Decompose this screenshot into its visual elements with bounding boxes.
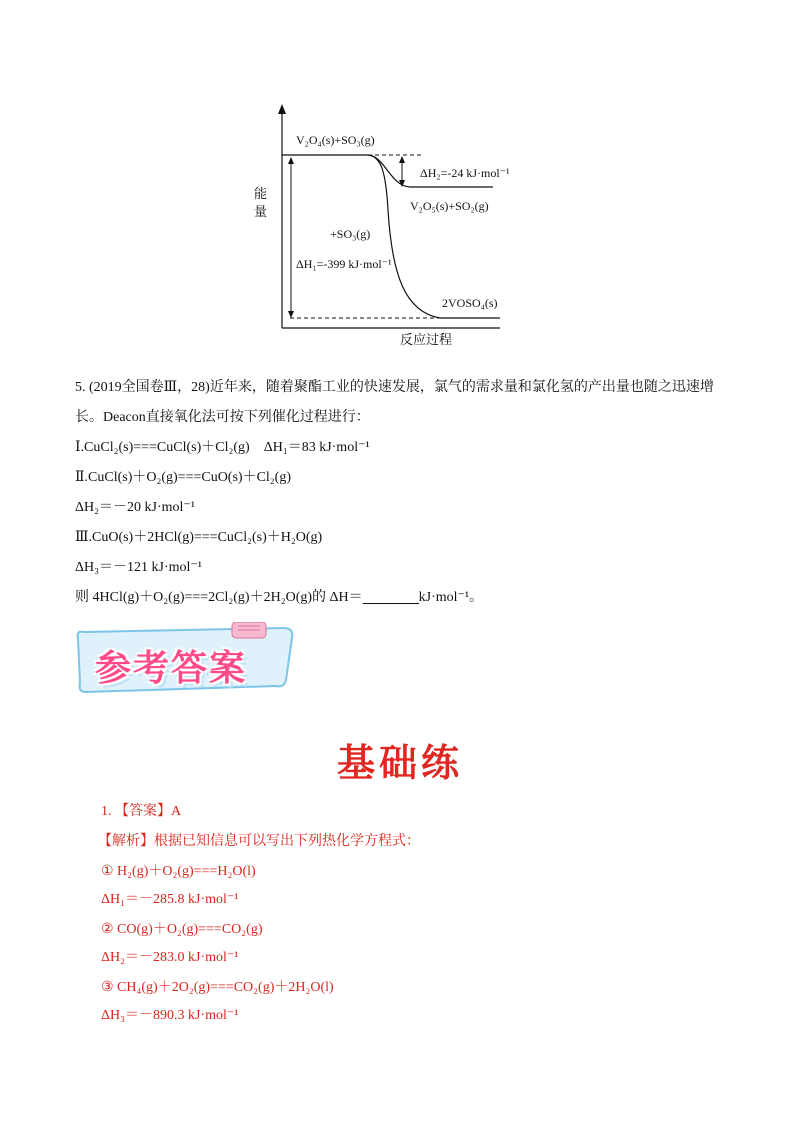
reaction-2: ② CO(g)＋O₂(g)===CO₂(g) — [101, 922, 263, 937]
question5-eq1: Ⅰ.CuCl₂(s)===CuCl(s)＋Cl₂(g) ΔH₁＝83 kJ·mol⁻¹ — [75, 440, 370, 455]
question5-final — [75, 588, 483, 608]
question5-dh3: ΔH₃＝－121 kJ·mol⁻¹ — [75, 560, 202, 575]
y-label-2: 量 — [254, 204, 268, 219]
top-level-label: V₂O₄(s)+SO₃(g) — [296, 133, 375, 147]
dh1-label: ΔH₁=-399 kJ·mol⁻¹ — [296, 257, 392, 271]
question5-eq3: Ⅲ.CuO(s)＋2HCl(g)===CuCl₂(s)＋H₂O(g) — [75, 530, 323, 545]
reaction-2-dh: ΔH₂＝－283.0 kJ·mol⁻¹ — [101, 950, 239, 965]
plus-so3-label: +SO₃(g) — [330, 227, 371, 241]
reaction-1-dh: ΔH₁＝－285.8 kJ·mol⁻¹ — [101, 892, 239, 907]
mid-level-label: V₂O₅(s)+SO₂(g) — [410, 199, 489, 213]
energy-diagram — [0, 0, 800, 360]
answer-banner-text: 参考答案 — [95, 648, 248, 689]
x-label: 反应过程 — [400, 332, 453, 347]
reaction-1: ① H₂(g)＋O₂(g)===H₂O(l) — [101, 864, 256, 879]
question5-line1: 5. (2019全国卷Ⅲ，28)近年来，随着聚酯工业的快速发展，氯气的需求量和氯化氢的产出量也随之迅速增 — [75, 380, 714, 395]
answer-analysis: 【解析】根据已知信息可以写出下列热化学方程式： — [98, 834, 420, 849]
question5-final-prefix: 则 4HCl(g)＋O₂(g)===2Cl₂(g)＋2H₂O(g)的 ΔH＝ — [75, 590, 363, 605]
question5-dh2: ΔH₂＝－20 kJ·mol⁻¹ — [75, 500, 195, 515]
answer-line1: 1. 【答案】A — [101, 804, 182, 819]
question5-eq2: Ⅱ.CuCl(s)＋O₂(g)===CuO(s)＋Cl₂(g) — [75, 470, 292, 485]
question5-line2: 长。Deacon直接氧化法可按下列催化过程进行： — [75, 410, 370, 425]
answer-blank — [363, 589, 419, 604]
section-title: 基础练 — [336, 741, 463, 785]
reaction-3: ③ CH₄(g)＋2O₂(g)===CO₂(g)＋2H₂O(l) — [101, 980, 334, 995]
dh2-label: ΔH₂=-24 kJ·mol⁻¹ — [420, 166, 510, 180]
reaction-3-dh: ΔH₃＝－890.3 kJ·mol⁻¹ — [101, 1008, 239, 1023]
y-label-1: 能 — [254, 186, 268, 201]
y-axis-arrow — [278, 104, 286, 114]
question5-final-suffix: kJ·mol⁻¹。 — [418, 590, 484, 605]
bottom-level-label: 2VOSO₄(s) — [442, 296, 498, 310]
